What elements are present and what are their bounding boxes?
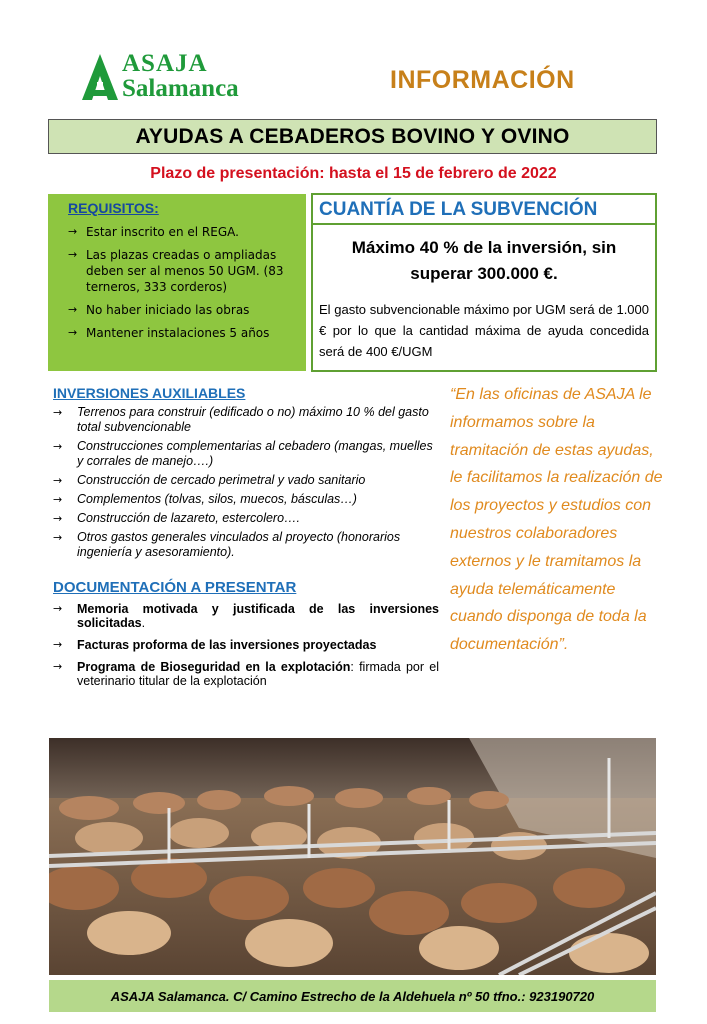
requisito-item: [68, 302, 298, 318]
logo-text-salamanca: Salamanca: [122, 75, 239, 102]
requisito-text: Las plazas creadas o ampliadas deben ser al menos 50 UGM. (83 terneros, 333 corderos): [86, 248, 284, 294]
requisito-item: [68, 224, 298, 240]
requisito-item: [68, 247, 298, 295]
arrow-right-icon: →: [68, 248, 78, 261]
arrow-right-icon: →: [53, 512, 63, 525]
requisitos-box: [48, 194, 306, 371]
inversion-item: [53, 492, 439, 507]
documento-title: Memoria motivada y justificada de las inversiones solicitadas: [77, 602, 439, 630]
inversion-text: Construcción de lazareto, estercolero….: [77, 511, 301, 525]
deadline-text: Plazo de presentación: hasta el 15 de febrero de 2022: [150, 165, 557, 182]
cuantia-main-text: Máximo 40 % de la inversión, sin superar 300.000 €.: [351, 238, 617, 283]
arrow-right-icon: →: [53, 406, 63, 419]
documento-title: Programa de Bioseguridad en la explotación: [77, 660, 351, 674]
asaja-quote: “En las oficinas de ASAJA le informamos sobre la tramitación de estas ayudas, le facilitamos la realización de los proyectos y estudios con nuestros colaboradores externos y le tramitamos la ayuda telemáticamente cuando disponga de toda la documentación”.: [450, 386, 663, 654]
footer-address: [49, 980, 656, 1012]
documento-item: [53, 660, 439, 688]
inversion-text: Construcciones complementarias al cebadero (mangas, muelles y corrales de manejo….): [77, 439, 433, 468]
arrow-right-icon: →: [68, 326, 78, 339]
arrow-right-icon: →: [68, 225, 78, 238]
info-label: INFORMACIÓN: [390, 66, 575, 94]
documento-title: Facturas proforma de las inversiones proyectadas: [77, 638, 377, 652]
inversion-item: [53, 473, 439, 488]
documentacion-heading: DOCUMENTACIÓN A PRESENTAR: [53, 579, 297, 596]
logo-text-asaja: ASAJA: [122, 50, 208, 77]
inversion-text: Terrenos para construir (edificado o no) máximo 10 % del gasto total subvencionable: [77, 405, 429, 434]
asaja-logo-icon: [80, 52, 120, 104]
inversion-item: [53, 439, 439, 469]
requisitos-heading: REQUISITOS:: [68, 200, 159, 216]
requisito-text: No haber iniciado las obras: [86, 303, 250, 317]
documentacion-list: [53, 602, 439, 696]
inversion-text: Complementos (tolvas, silos, muecos, básculas…): [77, 492, 357, 506]
footer-text: ASAJA Salamanca. C/ Camino Estrecho de la Aldehuela nº 50 tfno.: 923190720: [110, 988, 595, 1004]
arrow-right-icon: →: [53, 493, 63, 506]
arrow-right-icon: →: [53, 440, 63, 453]
inversiones-heading: INVERSIONES AUXILIABLES: [53, 385, 246, 401]
cuantia-heading: CUANTÍA DE LA SUBVENCIÓN: [313, 199, 655, 225]
cattle-feedlot-photo: [49, 738, 656, 975]
cuantia-box: [311, 193, 657, 372]
arrow-right-icon: →: [53, 660, 63, 673]
arrow-right-icon: →: [68, 303, 78, 316]
inversion-text: Construcción de cercado perimetral y vado sanitario: [77, 473, 366, 487]
cattle-photo-illustration: [49, 738, 656, 975]
arrow-right-icon: →: [53, 638, 63, 651]
documento-item: [53, 602, 439, 630]
inversiones-list: [53, 405, 439, 564]
inversion-item: [53, 530, 439, 560]
arrow-right-icon: →: [53, 474, 63, 487]
requisito-text: Estar inscrito en el REGA.: [86, 225, 239, 239]
cuantia-detail-text: El gasto subvencionable máximo por UGM será de 1.000 € por lo que la cantidad máxima de ayuda concedida será de 400 €/UGM: [319, 302, 649, 359]
page-title: AYUDAS A CEBADEROS BOVINO Y OVINO: [135, 124, 570, 148]
requisitos-list: [68, 224, 298, 341]
inversion-item: [53, 511, 439, 526]
inversion-text: Otros gastos generales vinculados al proyecto (honorarios ingeniería y asesoramiento).: [77, 530, 401, 559]
requisito-item: [68, 325, 298, 341]
documento-item: [53, 638, 439, 652]
documento-rest: .: [141, 616, 146, 630]
title-banner: [48, 119, 657, 154]
arrow-right-icon: →: [53, 531, 63, 544]
documento-rest: : firmada por el veterinario titular de la explotación: [77, 660, 439, 688]
arrow-right-icon: →: [53, 602, 63, 615]
inversion-item: [53, 405, 439, 435]
requisito-text: Mantener instalaciones 5 años: [86, 326, 270, 340]
asaja-logo: [80, 52, 270, 104]
